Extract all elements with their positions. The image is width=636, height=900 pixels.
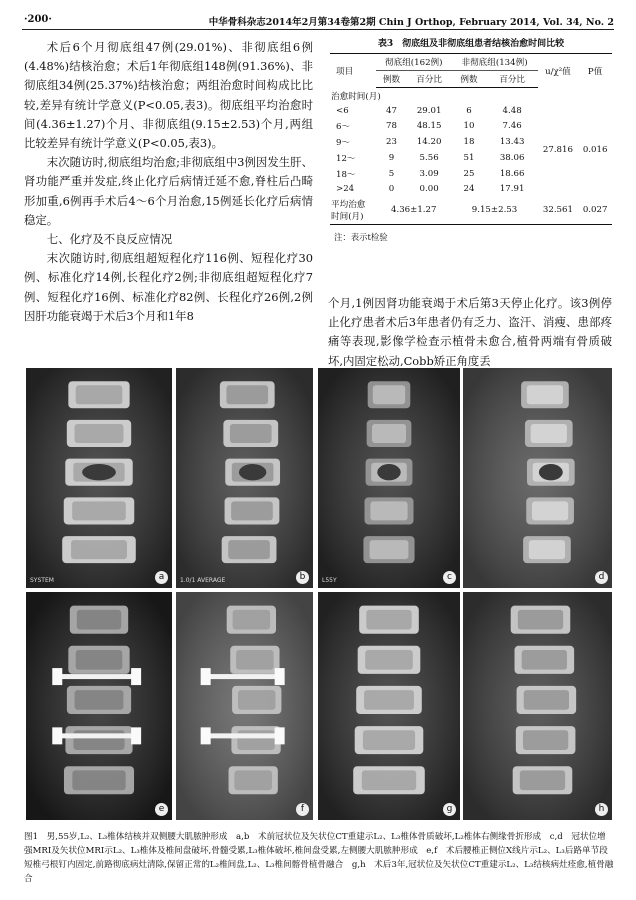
col-header-count: 例数	[376, 71, 407, 88]
cell: 14.20	[416, 137, 442, 147]
paragraph: 末次随访时,彻底组均治愈;非彻底组中3例因发生肝、肾功能严重并发症,终止化疗后病情迁延不愈,脊柱后凸畸形加重,6例再手术后4～6个月治愈,15例延长化疗后病情稳定。	[24, 155, 313, 227]
row-label	[330, 196, 376, 225]
paragraph: 个月,1例因肾功能衰竭于术后第3天停止化疗。该3例停止化疗患者术后3年患者仍有乏力、盗汗、消瘦、患部疼痛等表现,影像学检查示植骨未愈合,植骨两端有骨质破坏,内固定松动,Cobb矫正角度丢	[328, 296, 612, 368]
panel-letter-badge: e	[155, 803, 168, 816]
table-row-mean	[330, 196, 612, 225]
col-header-count: 例数	[451, 71, 486, 88]
right-column	[328, 294, 612, 371]
figure-image	[318, 592, 460, 820]
row-label-line: 平均治愈	[331, 200, 366, 210]
panel-letter-badge: h	[595, 803, 608, 816]
figure-image	[26, 592, 172, 820]
cell: 29.01	[416, 106, 442, 116]
col-header-p: P值	[578, 54, 612, 88]
cell: 6	[466, 106, 472, 116]
figure-panel-c	[318, 368, 460, 588]
group-p: 0.016	[582, 145, 608, 155]
row-label: 6～	[336, 122, 351, 132]
panel-letter-badge: b	[296, 571, 309, 584]
figure-panel-g	[318, 592, 460, 820]
col-header-group1: 彻底组(162例)	[376, 54, 451, 71]
cell: 51	[463, 153, 475, 163]
paragraph: 术后6个月彻底组47例(29.01%)、非彻底组6例(4.48%)结核治愈；术后1年彻底组148例(91.36%)、非彻底组34例(25.37%)结核治愈；两组治愈时间构成比比较,差异有统计学意义(P<0.05,表3)。彻底组平均治愈时间(4.36±1.27)个月、非彻底组(9.15±2.53)个月,两组比较差异有统计学意义(P<0.05,表3)。	[24, 40, 313, 151]
cell: 23	[385, 137, 397, 147]
section-label: 治愈时间(月)	[331, 92, 381, 102]
header-rule	[22, 29, 614, 30]
cell: 0.027	[578, 196, 612, 225]
col-header-percent: 百分比	[487, 71, 538, 88]
cell: 9.15±2.53	[451, 196, 537, 225]
cell: 5.56	[419, 153, 439, 163]
figure-image	[176, 368, 313, 588]
left-column	[24, 38, 313, 326]
cell: 18	[463, 137, 475, 147]
table-3	[330, 36, 612, 243]
figure-panel-h	[463, 592, 612, 820]
row-label: 12～	[336, 154, 356, 164]
cell: 0	[388, 184, 395, 194]
cell: 9	[388, 153, 395, 163]
col-header-item: 项目	[330, 54, 376, 88]
figure-image	[318, 368, 460, 588]
cell: 10	[463, 121, 475, 131]
figure-image	[176, 592, 313, 820]
cell: 78	[385, 121, 397, 131]
panel-letter-badge: c	[443, 571, 456, 584]
cell: 7.46	[502, 121, 522, 131]
panel-letter-badge: a	[155, 571, 168, 584]
cell: 17.91	[499, 184, 525, 194]
figure-image	[463, 592, 612, 820]
cell: 13.43	[499, 137, 525, 147]
panel-letter-badge: d	[595, 571, 608, 584]
cell: 0.00	[419, 184, 439, 194]
figure-panel-d	[463, 368, 612, 588]
col-header-stat: u/χ²值	[538, 54, 579, 88]
figure-panel-f	[176, 592, 313, 820]
table-row	[330, 104, 612, 118]
col-header-percent: 百分比	[407, 71, 452, 88]
cell: 4.48	[502, 106, 522, 116]
cell: 38.06	[499, 153, 525, 163]
cell: 48.15	[416, 121, 442, 131]
panel-letter-badge: f	[296, 803, 309, 816]
paragraph: 末次随访时,彻底组超短程化疗116例、短程化疗30例、标准化疗14例,长程化疗2例;非彻底组超短程化疗7例、短程化疗16例、标准化疗82例、长程化疗26例,2例因肝功能衰竭于术后3个月和1年8	[24, 251, 313, 323]
row-label: 9～	[336, 138, 351, 148]
cell: 5	[388, 169, 395, 179]
cell: 4.36±1.27	[376, 196, 451, 225]
scan-tag: 1.0/1 AVERAGE	[180, 577, 226, 584]
row-label: <6	[336, 106, 349, 116]
journal-header: 中华骨科杂志2014年2月第34卷第2期 Chin J Orthop, February 2014, Vol. 34, No. 2	[208, 17, 614, 28]
cell: 25	[463, 169, 475, 179]
cell: 3.09	[419, 169, 439, 179]
figure-caption: 图1 男,55岁,L₂、L₃椎体结核并双侧腰大肌脓肿形成 a,b 术前冠状位及矢状位CT重建示L₂、L₃椎体骨质破坏,L₂椎体右侧缘骨折形成 c,d 冠状位增强MRI及矢状位MRI示L₂、L₃椎体及椎间盘破坏,骨髓受累,L₃椎体破坏,椎间盘受累,左侧腰大肌脓肿形成 e,f 术后腰椎正侧位X线片示L₂、L₃后路单节段短椎弓根钉内固定,前路彻底病灶清除,保留正常的L₂椎间盘,L₂、L₃椎间髂骨植骨融合 g,h 术后3年,冠状位及矢状位CT重建示L₂、L₃结核病灶痊愈,植骨融合	[24, 832, 614, 884]
row-label-line: 时间(月)	[331, 212, 364, 222]
col-header-group2: 非彻底组(134例)	[451, 54, 537, 71]
page-number: ·200·	[24, 14, 52, 25]
section-heading: 七、化疗及不良反应情况	[46, 232, 173, 247]
figure-image	[26, 368, 172, 588]
figure-panel-e	[26, 592, 172, 820]
figure-image	[463, 368, 612, 588]
data-table	[330, 53, 612, 225]
group-stat: 27.816	[542, 145, 573, 155]
cell: 32.561	[538, 196, 579, 225]
cell: 18.66	[499, 169, 525, 179]
panel-letter-badge: g	[443, 803, 456, 816]
scan-tag: SYSTEM	[30, 577, 54, 584]
cell: 24	[463, 184, 475, 194]
cell: 47	[385, 106, 397, 116]
table-note: 注：表示t检验	[334, 232, 388, 242]
scan-tag: L55Y	[322, 577, 337, 584]
row-label: >24	[336, 184, 355, 194]
figure-panel-a	[26, 368, 172, 588]
row-label: 18～	[336, 170, 356, 180]
figure-panel-b	[176, 368, 313, 588]
table-caption: 表3 彻底组及非彻底组患者结核治愈时间比较	[377, 39, 565, 49]
